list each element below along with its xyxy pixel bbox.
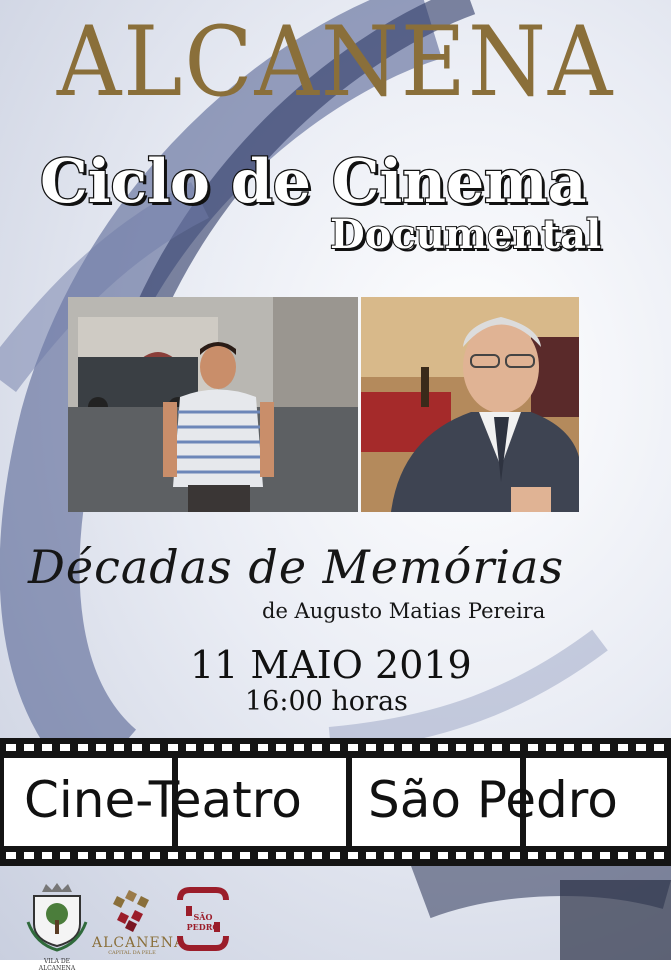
sponsor-logos — [0, 870, 671, 972]
poster-title: ALCANENA — [56, 6, 615, 118]
venue-name-part1: Cine-Teatro — [24, 771, 302, 829]
event-time: 16:00 horas — [245, 686, 408, 717]
alcanena-brand-logo — [92, 886, 186, 957]
theatre-logo-name: SÃO PEDRO — [186, 912, 220, 932]
documentary-title: Décadas de Memórias — [28, 540, 565, 594]
venue-name-part2: São Pedro — [368, 771, 618, 829]
event-date: 11 MAIO 2019 — [190, 643, 472, 687]
municipality-crest-logo — [26, 882, 88, 972]
brand-name: ALCANENA — [92, 935, 186, 951]
sao-pedro-theatre-logo — [176, 888, 230, 954]
series-subtitle: Documental — [330, 211, 602, 258]
portrait-photo-older-man — [361, 297, 579, 512]
series-title: Ciclo de Cinema — [40, 147, 587, 217]
municipality-caption: VILA DE ALCANENA — [38, 958, 76, 972]
archive-photo-young-man — [68, 297, 358, 512]
brand-tagline: CAPITAL DA PELE — [108, 950, 156, 956]
documentary-author: de Augusto Matias Pereira — [262, 599, 546, 623]
